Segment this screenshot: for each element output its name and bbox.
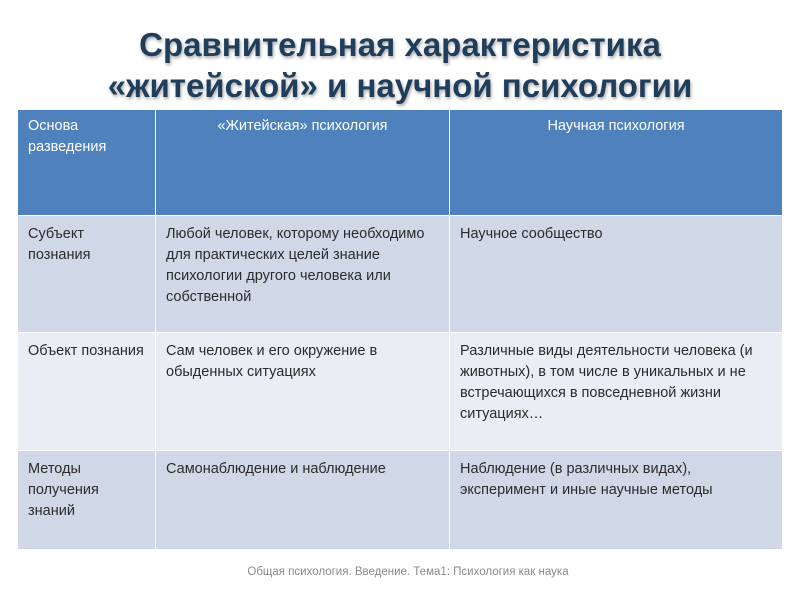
table-row <box>18 216 783 333</box>
header-everyday: «Житейская» психология <box>156 110 450 216</box>
slide-footer: Общая психология. Введение. Тема1: Психология как наука <box>247 566 569 578</box>
header-basis: Основа разведения <box>18 110 156 216</box>
row-everyday-cell: Любой человек, которому необходимо для практических целей знание психологии другого человека или собственной <box>156 216 450 333</box>
row-scientific-cell: Различные виды деятельности человека (и животных), в том числе в уникальных и не встречающихся в повседневной жизни ситуациях… <box>450 333 783 451</box>
row-everyday-cell: Самонаблюдение и наблюдение <box>156 451 450 550</box>
table-row <box>18 333 783 451</box>
table-row <box>18 451 783 550</box>
row-scientific-cell: Научное сообщество <box>450 216 783 333</box>
slide-title-line-1: Сравнительная характеристика <box>139 26 661 63</box>
slide-title <box>0 24 800 106</box>
row-scientific-cell: Наблюдение (в различных видах), эксперимент и иные научные методы <box>450 451 783 550</box>
table-header-row <box>18 110 783 216</box>
comparison-table <box>17 109 783 550</box>
row-everyday-cell: Сам человек и его окружение в обыденных ситуациях <box>156 333 450 451</box>
row-basis-cell: Субъект познания <box>18 216 156 333</box>
slide-title-line-2: «житейской» и научной психологии <box>107 67 693 104</box>
header-scientific: Научная психология <box>450 110 783 216</box>
row-basis-cell: Объект познания <box>18 333 156 451</box>
row-basis-cell: Методы получения знаний <box>18 451 156 550</box>
